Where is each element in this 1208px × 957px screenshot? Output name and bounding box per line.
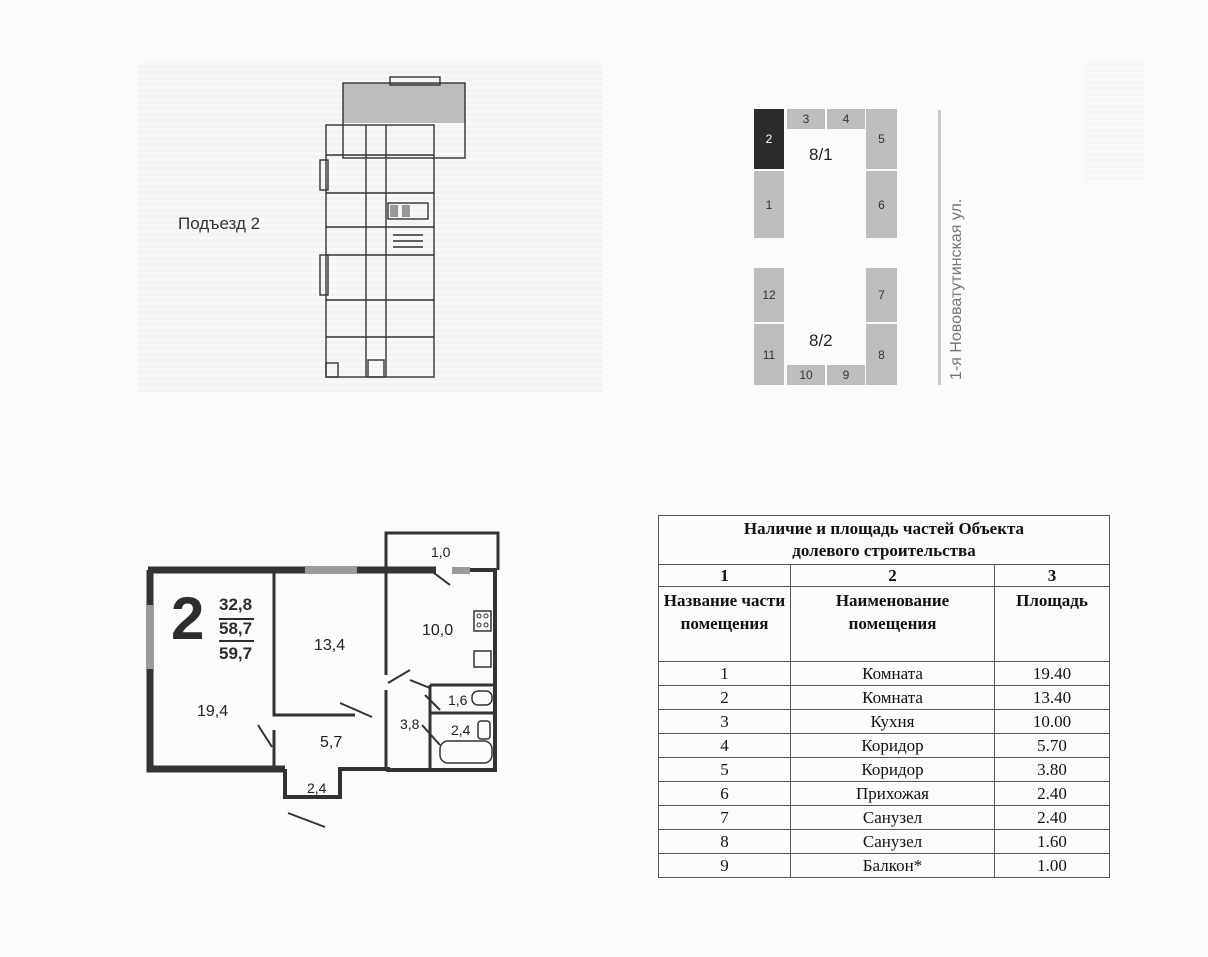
room-area-bath-2: 2,4 [451, 722, 471, 738]
table-row: 9 Балкон* 1.00 [659, 854, 1110, 878]
table-row: 2 Комната 13.40 [659, 686, 1110, 710]
total-area-with-balcony: 59,7 [219, 644, 253, 663]
site-block-4: 4 [827, 109, 865, 129]
room-area-kitchen: 10,0 [422, 622, 454, 639]
table-row: 7 Санузел 2.40 [659, 806, 1110, 830]
building-label-top: 8/1 [809, 145, 833, 164]
site-block-2: 2 [754, 109, 784, 169]
room-area-small-room: 13,4 [314, 637, 346, 654]
room-area-large-room: 19,4 [197, 703, 229, 720]
background-texture-right [1085, 60, 1145, 180]
building-label-bottom: 8/2 [809, 331, 833, 350]
room-area-corridor-2: 5,7 [320, 734, 343, 751]
site-block-6: 6 [866, 171, 897, 238]
street-line [938, 110, 941, 385]
room-area-bath-1: 1,6 [448, 692, 468, 708]
site-block-12: 12 [754, 268, 784, 322]
site-block-5: 5 [866, 109, 897, 169]
site-block-9: 9 [827, 365, 865, 385]
site-block-3: 3 [787, 109, 825, 129]
table-row: 1 Комната 19.40 [659, 662, 1110, 686]
room-area-hall: 2,4 [307, 780, 327, 796]
table-row: 8 Санузел 1.60 [659, 830, 1110, 854]
street-label: 1-я Нововатутинская ул. [948, 198, 965, 380]
col-header-part: Название части помещения [659, 587, 791, 662]
room-area-corridor-1: 3,8 [400, 716, 420, 732]
building-floor-plan [318, 75, 468, 380]
living-area: 32,8 [219, 595, 253, 614]
table-title: Наличие и площадь частей Объекта долевого строительства [659, 516, 1110, 565]
entrance-label: Подъезд 2 [178, 214, 261, 233]
site-block-10: 10 [787, 365, 825, 385]
areas-table [658, 515, 1110, 878]
total-area: 58,7 [219, 619, 253, 638]
table-row: 4 Коридор 5.70 [659, 734, 1110, 758]
site-block-1: 1 [754, 171, 784, 238]
col-header-area: Площадь [995, 587, 1110, 662]
site-block-8: 8 [866, 324, 897, 385]
col-number-3: 3 [995, 565, 1110, 587]
site-block-11: 11 [754, 324, 784, 385]
room-area-balcony: 1,0 [431, 544, 451, 560]
col-number-2: 2 [791, 565, 995, 587]
table-row: 6 Прихожая 2.40 [659, 782, 1110, 806]
site-block-7: 7 [866, 268, 897, 322]
table-row: 3 Кухня 10.00 [659, 710, 1110, 734]
table-row: 5 Коридор 3.80 [659, 758, 1110, 782]
col-number-1: 1 [659, 565, 791, 587]
rooms-count: 2 [171, 585, 205, 652]
col-header-name: Наименование помещения [791, 587, 995, 662]
